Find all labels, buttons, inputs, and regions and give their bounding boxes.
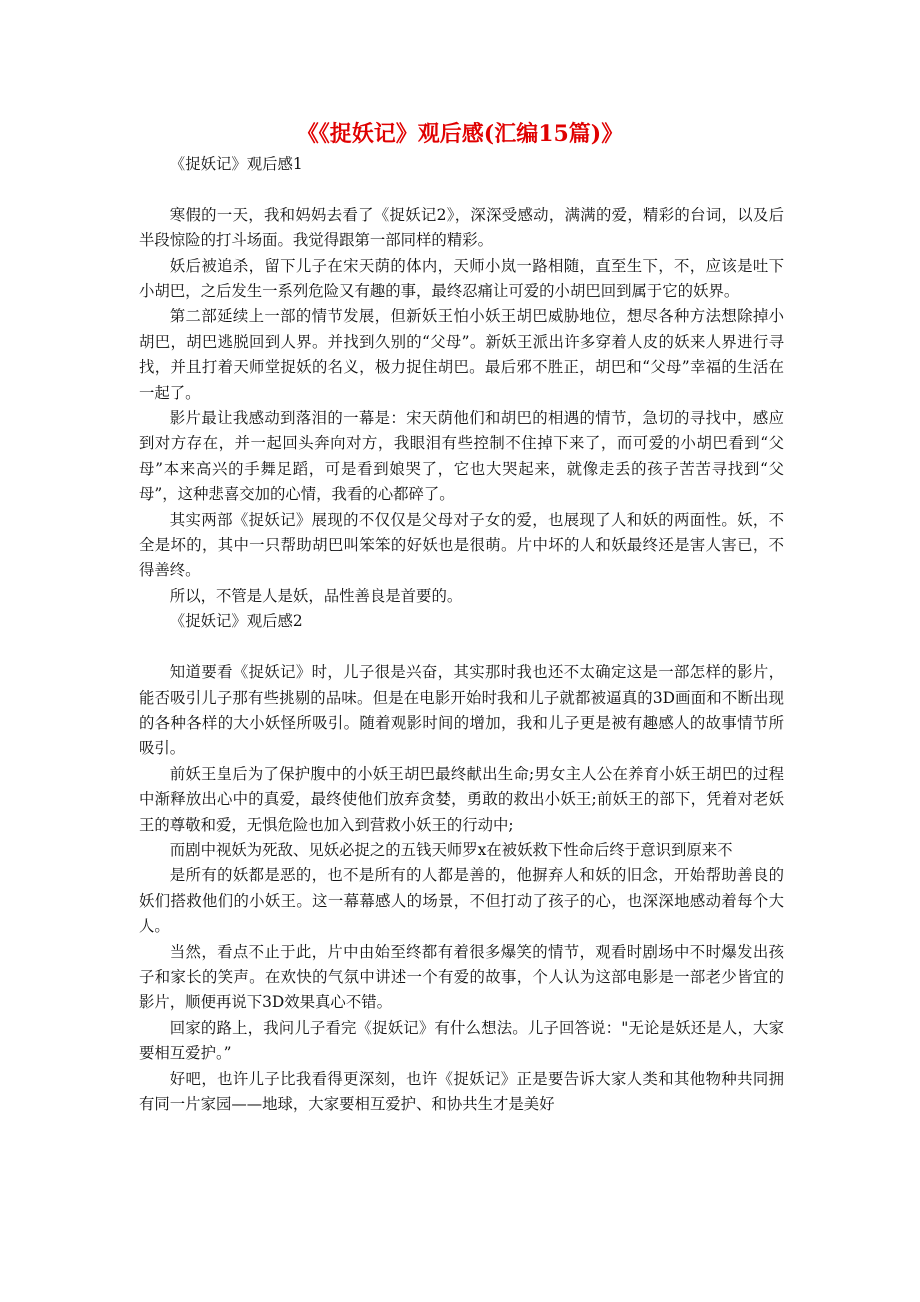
paragraph: 其实两部《捉妖记》展现的不仅仅是父母对子女的爱，也展现了人和妖的两面性。妖，不全是坏的，其中一只帮助胡巴叫笨笨的好妖也是很萌。片中坏的人和妖最终还是害人害已，不得善终。 [139,510,784,580]
paragraph: 是所有的妖都是恶的，也不是所有的人都是善的，他摒弃人和妖的旧念，开始帮助善良的妖们搭救他们的小妖王。这一幕幕感人的场景，不但打动了孩子的心，也深深地感动着每个大人。 [139,866,784,936]
paragraph: 影片最让我感动到落泪的一幕是：宋天荫他们和胡巴的相遇的情节，急切的寻找中，感应到对方存在，并一起回头奔向对方，我眼泪有些控制不住掉下来了，而可爱的小胡巴看到“父母”本来高兴的手舞足蹈，可是看到娘哭了，它也大哭起来，就像走丢的孩子苦苦寻找到“父母”，这种悲喜交加的心情，我看的心都碎了。 [139,409,784,504]
paragraph: 前妖王皇后为了保护腹中的小妖王胡巴最终献出生命;男女主人公在养育小妖王胡巴的过程中渐释放出心中的真爱，最终使他们放弃贪婪，勇敢的救出小妖王;前妖王的部下，凭着对老妖王的尊敬和爱，无惧危险也加入到营救小妖王的行动中; [139,764,784,834]
paragraph: 所以，不管是人是妖，品性善良是首要的。 [169,586,463,605]
section-heading: 《捉妖记》观后感1 [169,155,303,173]
paragraph: 而剧中视妖为死敌、见妖必捉之的五钱天师罗x在被妖救下性命后终于意识到原来不 [169,840,733,859]
paragraph: 回家的路上，我问儿子看完《捉妖记》有什么想法。儿子回答说："无论是妖还是人，大家要相互爱护。” [139,1018,784,1063]
document-body [139,152,784,1117]
section-heading: 《捉妖记》观后感2 [169,612,303,631]
blank-line [139,177,784,202]
paragraph: 知道要看《捉妖记》时，儿子很是兴奋，其实那时我也还不太确定这是一部怎样的影片，能否吸引儿子那有些挑剔的品味。但是在电影开始时我和儿子就都被逼真的3D画面和不断出现的各种各样的大小妖怪所吸引。随着观影时间的增加，我和儿子更是被有趣感人的故事情节所吸引。 [139,663,784,758]
document-title: 《《捉妖记》观后感(汇编15篇)》 [296,121,624,147]
paragraph: 当然，看点不止于此，片中由始至终都有着很多爆笑的情节，观看时剧场中不时爆发出孩子和家长的笑声。在欢快的气氛中讲述一个有爱的故事，个人认为这部电影是一部老少皆宜的影片，顺便再说下3D效果真心不错。 [139,942,784,1012]
paragraph: 好吧，也许儿子比我看得更深刻，也许《捉妖记》正是要告诉大家人类和其他物种共同拥有同一片家园——地球，大家要相互爱护、和协共生才是美好 [139,1069,784,1113]
blank-line [139,635,784,660]
paragraph: 第二部延续上一部的情节发展，但新妖王怕小妖王胡巴威胁地位，想尽各种方法想除掉小胡巴，胡巴逃脱回到人界。并找到久别的“父母”。新妖王派出许多穿着人皮的妖来人界进行寻找，并且打着天师堂捉妖的名义，极力捉住胡巴。最后邪不胜正，胡巴和“父母”幸福的生活在一起了。 [139,307,784,402]
paragraph: 寒假的一天，我和妈妈去看了《捉妖记2》，深深受感动，满满的爱，精彩的台词，以及后半段惊险的打斗场面。我觉得跟第一部同样的精彩。 [139,205,784,250]
paragraph: 妖后被追杀，留下儿子在宋天荫的体内，天师小岚一路相随，直至生下，不，应该是吐下小胡巴，之后发生一系列危险又有趣的事，最终忍痛让可爱的小胡巴回到属于它的妖界。 [139,256,784,301]
